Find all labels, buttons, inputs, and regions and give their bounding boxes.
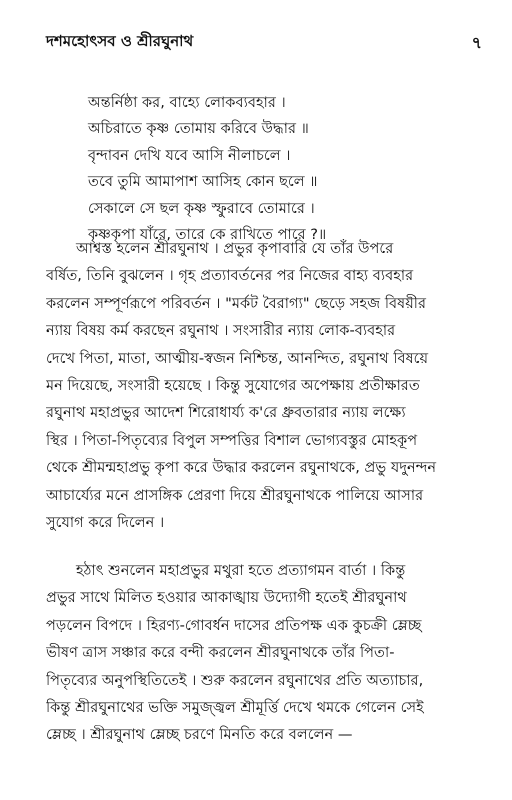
paragraph-line: রঘুনাথ মহাপ্রভুর আদেশ শিরোধার্য্য ক'রে ধ্রুবতারার ন্যায় লক্ষ্যে: [46, 404, 406, 422]
paragraph-line: কিন্তু শ্রীরঘুনাথের ভক্তি সমুজ্জ্বল শ্রীমূর্ত্তি দেখে থমকে গেলেন সেই: [46, 698, 424, 716]
paragraph-line: হঠাৎ শুনলেন মহাপ্রভুর মথুরা হতে প্রত্যাগমন বার্তা । কিন্তু: [76, 562, 406, 579]
verse-line: অচিরাতে কৃষ্ণ তোমায় করিবে উদ্ধার ॥: [88, 120, 309, 138]
verse-block: [88, 90, 478, 248]
paragraph-line: পিতৃব্যের অনুপস্থিতিতেই । শুরু করলেন রঘুনাথের প্রতি অত্যাচার,: [46, 671, 424, 689]
paragraph-line: মন দিয়েছে, সংসারী হয়েছে । কিন্তু সুযোগের অপেক্ষায় প্রতীক্ষারত: [46, 376, 420, 394]
paragraph-line: ভীষণ ত্রাস সঞ্চার করে বন্দী করলেন শ্রীরঘুনাথকে তাঁর পিতা-: [46, 644, 395, 662]
verse-line: সেকালে সে ছল কৃষ্ণ স্ফুরাবে তোমারে ।: [88, 199, 315, 217]
paragraph-line: সুযোগ করে দিলেন ।: [46, 513, 165, 531]
paragraph-line: পড়লেন বিপদে । হিরণ্য-গোবর্ধন দাসের প্রতিপক্ষ এক কুচক্রী ম্লেচ্ছ: [46, 616, 422, 634]
paragraph-line: ন্যায় বিষয় কর্ম করছেন রঘুনাথ । সংসারীর ন্যায় লোক-ব্যবহার: [46, 322, 396, 340]
running-title: দশমহোৎসব ও শ্রীরঘুনাথ: [46, 32, 194, 50]
verse-line: তবে তুমি আমাপাশ আসিহ কোন ছলে ॥: [88, 173, 318, 191]
verse-line: বৃন্দাবন দেখি যবে আসি নীলাচলে ।: [88, 146, 291, 164]
verse-line: অন্তর্নিষ্ঠা কর, বাহ্যে লোকব্যবহার ।: [88, 94, 286, 111]
page-number: ৭: [471, 33, 482, 52]
page-header: [46, 30, 482, 60]
paragraph-line: প্রভুর সাথে মিলিত হওয়ার আকাঙ্খায় উদ্যোগী হতেই শ্রীরঘুনাথ: [46, 589, 407, 607]
paragraph-2: [46, 557, 484, 749]
paragraph-line: আচার্য্যের মনে প্রাসঙ্গিক প্রেরণা দিয়ে শ্রীরঘুনাথকে পালিয়ে আসার: [46, 486, 424, 504]
paragraph-line: থেকে শ্রীমন্মহাপ্রভু কৃপা করে উদ্ধার করলেন রঘুনাথকে, প্রভু যদুনন্দন: [46, 459, 437, 477]
paragraph-line: বর্ষিত, তিনি বুঝলেন । গৃহ প্রত্যাবর্তনের পর নিজের বাহ্য ব্যবহার: [46, 267, 414, 285]
paragraph-1: [46, 235, 484, 536]
paragraph-line: দেখে পিতা, মাতা, আত্মীয়-স্বজন নিশ্চিন্ত, আনন্দিত, রঘুনাথ বিষয়ে: [46, 349, 429, 367]
paragraph-line: স্থির । পিতা-পিতৃব্যের বিপুল সম্পত্তির বিশাল ভোগ্যবস্তুর মোহকূপ: [46, 431, 418, 449]
verse-line: কৃষ্ণকৃপা যাঁরে, তারে কে রাখিতে পারে ?॥: [88, 225, 327, 243]
paragraph-line: করলেন সম্পূর্ণরূপে পরিবর্তন । "মর্কট বৈরাগ্য" ছেড়ে সহজ বিষয়ীর: [46, 294, 427, 312]
paragraph-line: ম্লেচ্ছ । শ্রীরঘুনাথ ম্লেচ্ছ চরণে মিনতি করে বললেন —: [46, 726, 353, 744]
paragraph-line: আশ্বস্ত হলেন শ্রীরঘুনাথ । প্রভুর কৃপাবারি যে তাঁর উপরে: [76, 240, 394, 257]
